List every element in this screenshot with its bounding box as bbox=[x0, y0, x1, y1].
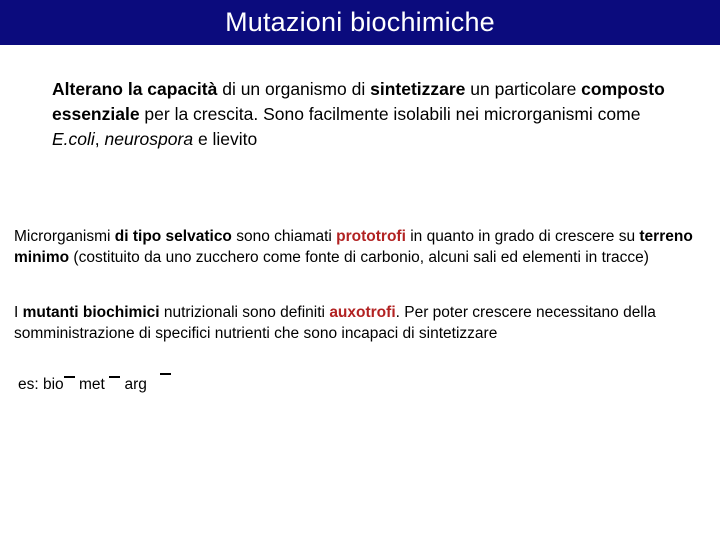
intro-text-4: un particolare bbox=[465, 79, 582, 99]
p2-text-3: nutrizionali sono definiti bbox=[159, 304, 330, 321]
minus-superscript-3 bbox=[160, 373, 171, 375]
example-prefix: es: bio bbox=[18, 376, 64, 393]
intro-text-6: per la crescita. Sono facilmente isolabili nei microrganismi come bbox=[139, 104, 641, 124]
p2-bold-2: mutanti biochimici bbox=[22, 304, 160, 321]
p2-text-5: . Per poter crescere necessitano della somministrazione di specifici nutrienti che sono incapaci di sintetizzare bbox=[14, 304, 656, 342]
p1-text-7: (costituito da uno zucchero come fonte di carbonio, alcuni sali ed elementi in tracce) bbox=[69, 249, 649, 266]
p1-bold-6: terreno minimo bbox=[14, 228, 693, 266]
slide-title: Mutazioni biochimiche bbox=[225, 7, 495, 37]
intro-italic-7: E.coli bbox=[52, 129, 95, 149]
intro-italic-9: neurospora bbox=[104, 129, 194, 149]
p1-bold-2: di tipo selvatico bbox=[114, 228, 232, 245]
example-genotype bbox=[18, 370, 171, 400]
p2-text-1: I bbox=[14, 304, 23, 321]
p2-highlight-auxotrofi: auxotrofi bbox=[329, 304, 396, 321]
minus-superscript-2 bbox=[109, 376, 120, 378]
intro-bold-5: composto essenziale bbox=[52, 79, 665, 124]
intro-text-10: e lievito bbox=[193, 129, 258, 149]
title-bar bbox=[0, 0, 720, 45]
p1-text-1: Microrganismi bbox=[14, 228, 115, 245]
intro-bold-1: Alterano la capacità bbox=[52, 79, 218, 99]
p1-text-5: in quanto in grado di crescere su bbox=[405, 228, 640, 245]
intro-paragraph bbox=[52, 77, 692, 152]
intro-text-8: , bbox=[94, 129, 105, 149]
example-gene-met: met bbox=[78, 376, 105, 393]
auxotrophs-paragraph bbox=[14, 302, 704, 344]
intro-bold-3: sintetizzare bbox=[370, 79, 466, 99]
p1-highlight-prototrofi: prototrofi bbox=[336, 228, 406, 245]
minus-superscript-1 bbox=[64, 376, 75, 378]
prototrophs-paragraph bbox=[14, 226, 704, 268]
example-gene-arg: arg bbox=[124, 376, 147, 393]
intro-text-2: di un organismo di bbox=[217, 79, 371, 99]
p1-text-3: sono chiamati bbox=[231, 228, 337, 245]
